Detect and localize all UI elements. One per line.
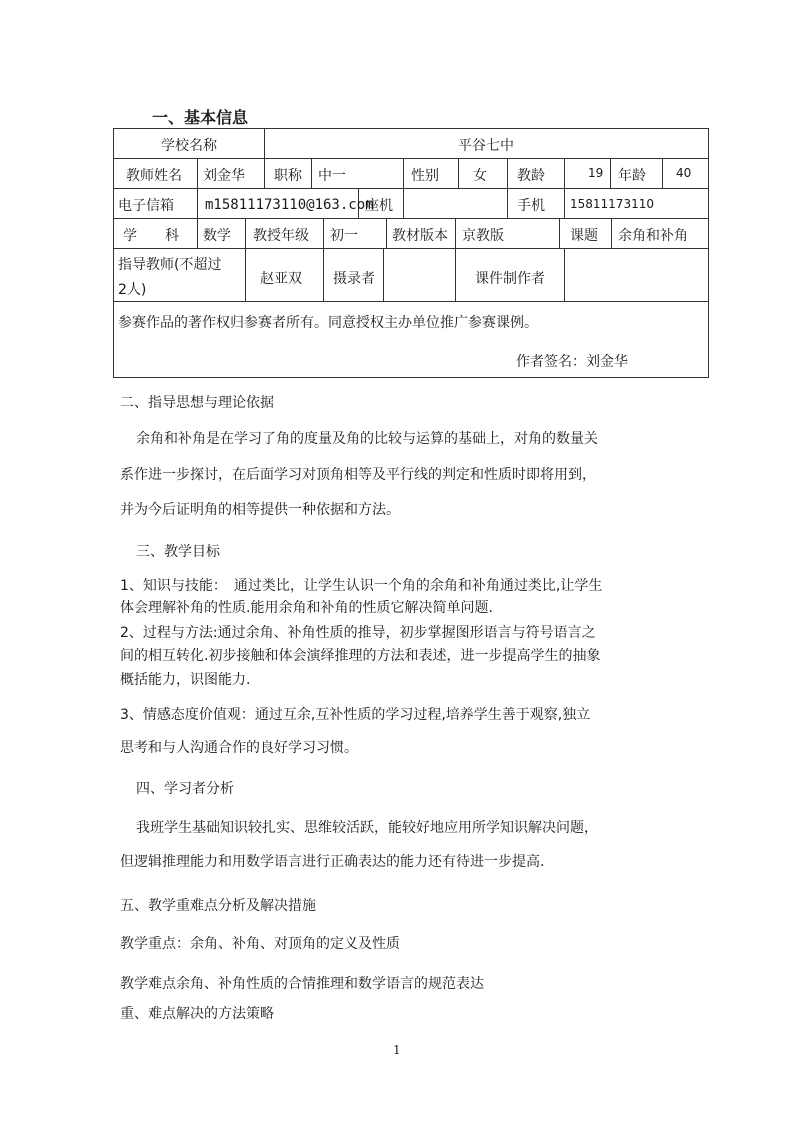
col-divider — [611, 218, 612, 248]
subject-value: 数学 — [203, 228, 231, 244]
col-divider — [610, 158, 611, 188]
objective-line: 体会理解补角的性质.能用余角和补角的性质它解决简单问题. — [120, 600, 493, 616]
col-divider — [245, 248, 246, 301]
author-signature: 作者签名：刘金华 — [516, 354, 628, 370]
col-divider — [507, 188, 508, 218]
col-divider — [403, 188, 404, 218]
rank-value: 中一 — [318, 168, 346, 184]
hard-point: 教学难点余角、补角性质的合情推理和数学语言的规范表达 — [120, 976, 484, 992]
objective-line: 思考和与人沟通合作的良好学习习惯。 — [120, 740, 358, 756]
col-divider — [311, 158, 312, 188]
teacher-value: 刘金华 — [203, 168, 245, 184]
section-title-objectives: 三、教学目标 — [136, 544, 220, 560]
col-divider — [507, 158, 508, 188]
key-point: 教学重点：余角、补角、对顶角的定义及性质 — [120, 936, 400, 952]
table-border-bottom — [113, 377, 709, 378]
objective-line: 间的相互转化.初步接触和体会演绎推理的方法和表述，进一步提高学生的抽象 — [120, 648, 601, 664]
row-divider — [113, 301, 709, 302]
email-label: 电子信箱 — [118, 198, 174, 214]
row-divider — [113, 248, 709, 249]
topic-value: 余角和补角 — [618, 228, 688, 244]
grade-label: 教授年级 — [253, 228, 309, 244]
table-border-left — [113, 128, 114, 378]
col-divider — [323, 218, 324, 248]
col-divider — [662, 158, 663, 188]
teacher-label: 教师姓名 — [126, 168, 182, 184]
col-divider — [386, 218, 387, 248]
landline-label: 座机 — [365, 198, 393, 214]
col-divider — [197, 188, 198, 218]
col-divider — [245, 218, 246, 248]
objective-line: 2、过程与方法:通过余角、补角性质的推导，初步掌握图形语言与符号语言之 — [120, 625, 596, 641]
col-divider — [564, 188, 565, 218]
col-divider — [264, 128, 265, 158]
row-divider — [113, 158, 709, 159]
age-value: 40 — [676, 166, 692, 180]
strategy: 重、难点解决的方法策略 — [120, 1006, 274, 1022]
col-divider — [403, 158, 404, 188]
col-divider — [197, 218, 198, 248]
guiding-line: 并为今后证明角的相等提供一种依据和方法。 — [120, 502, 400, 518]
learner-line: 我班学生基础知识较扎实、思维较活跃，能较好地应用所学知识解决问题， — [136, 820, 598, 836]
row-divider — [113, 218, 709, 219]
subject-label: 学 科 — [123, 228, 179, 244]
gender-value: 女 — [473, 168, 487, 184]
col-divider — [455, 218, 456, 248]
col-divider — [564, 158, 565, 188]
objective-line: 3、情感态度价值观：通过互余,互补性质的学习过程,培养学生善于观察,独立 — [120, 707, 591, 723]
section-title-learner: 四、学习者分析 — [136, 781, 234, 797]
col-divider — [264, 158, 265, 188]
col-divider — [197, 158, 198, 188]
col-divider — [455, 248, 456, 301]
topic-label: 课题 — [570, 228, 598, 244]
gender-label: 性别 — [411, 168, 439, 184]
mobile-label: 手机 — [517, 198, 545, 214]
page-number: 1 — [393, 1043, 401, 1057]
col-divider — [458, 158, 459, 188]
advisor-label-line2: 2人) — [118, 282, 147, 298]
col-divider — [559, 218, 560, 248]
table-border-top — [113, 128, 709, 129]
section-title-difficulty: 五、教学重难点分析及解决措施 — [120, 898, 316, 914]
learner-line: 但逻辑推理能力和用数学语言进行正确表达的能力还有待进一步提高. — [120, 854, 545, 870]
age-label: 年龄 — [618, 168, 646, 184]
edition-value: 京教版 — [462, 228, 504, 244]
advisor-label-line1: 指导教师(不超过 — [118, 257, 222, 273]
school-label: 学校名称 — [161, 138, 217, 154]
mobile-value: 15811173110 — [570, 197, 654, 211]
courseware-label: 课件制作者 — [475, 271, 545, 287]
camera-label: 摄录者 — [333, 271, 375, 287]
col-divider — [323, 248, 324, 301]
school-value: 平谷七中 — [458, 138, 514, 154]
col-divider — [564, 248, 565, 301]
grade-value: 初一 — [330, 228, 358, 244]
objective-line: 概括能力，识图能力. — [120, 672, 251, 688]
guiding-line: 系作进一步探讨，在后面学习对顶角相等及平行线的判定和性质时即将用到， — [120, 467, 596, 483]
section-title-basic-info: 一、基本信息 — [152, 108, 249, 127]
copyright-statement: 参赛作品的著作权归参赛者所有。同意授权主办单位推广参赛课例。 — [118, 315, 538, 331]
row-divider — [113, 188, 709, 189]
edition-label: 教材版本 — [392, 228, 448, 244]
advisor-value: 赵亚双 — [260, 271, 302, 287]
teach-years-label: 教龄 — [517, 168, 545, 184]
basic-info-table — [113, 128, 709, 378]
objective-line: 1、知识与技能： 通过类比，让学生认识一个角的余角和补角通过类比,让学生 — [120, 578, 603, 594]
col-divider — [383, 248, 384, 301]
table-border-right — [708, 128, 709, 378]
teach-years-value: 19 — [588, 166, 604, 180]
email-value: m15811173110@163.com — [205, 197, 374, 213]
rank-label: 职称 — [274, 168, 302, 184]
section-title-guiding: 二、指导思想与理论依据 — [120, 395, 274, 411]
guiding-line: 余角和补角是在学习了角的度量及角的比较与运算的基础上，对角的数量关 — [136, 431, 598, 447]
